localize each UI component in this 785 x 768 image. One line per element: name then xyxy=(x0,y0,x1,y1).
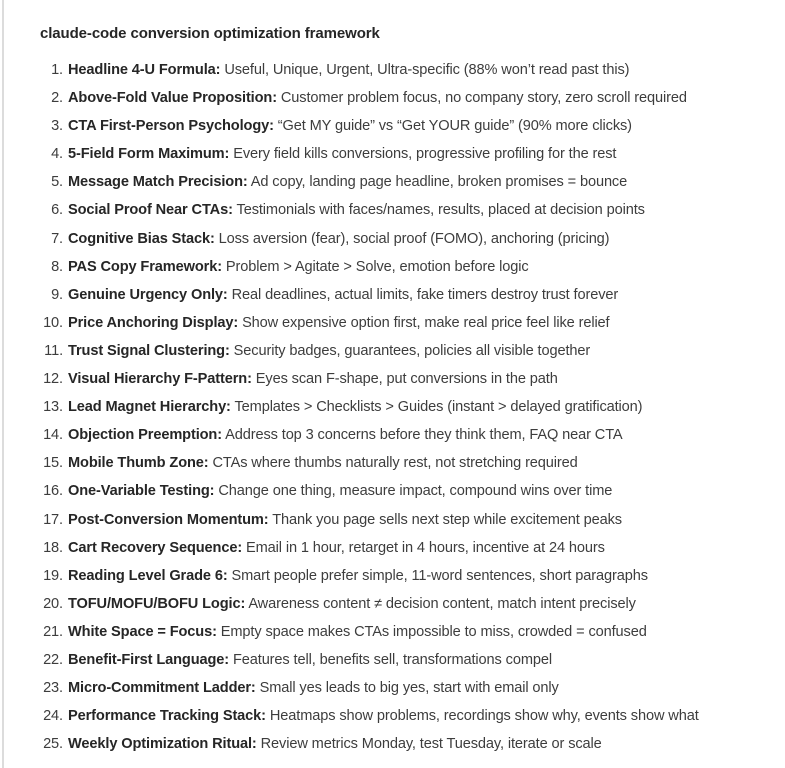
item-label: Visual Hierarchy F-Pattern: xyxy=(68,371,252,388)
item-label: Cognitive Bias Stack: xyxy=(68,230,215,247)
item-desc: Small yes leads to big yes, start with email only xyxy=(259,680,559,697)
framework-list xyxy=(40,56,777,758)
list-item xyxy=(40,506,777,534)
item-desc: Thank you page sells next step while excitement peaks xyxy=(272,511,622,528)
item-label: 5-Field Form Maximum: xyxy=(68,146,230,163)
item-number: 13. xyxy=(43,399,63,416)
item-desc: Email in 1 hour, retarget in 4 hours, incentive at 24 hours xyxy=(246,539,605,556)
item-desc: Change one thing, measure impact, compound wins over time xyxy=(218,483,613,500)
item-desc: Templates > Checklists > Guides (instant > delayed gratification) xyxy=(234,399,643,416)
list-item xyxy=(40,337,777,365)
item-desc: Review metrics Monday, test Tuesday, iterate or scale xyxy=(260,736,602,753)
item-desc: Useful, Unique, Urgent, Ultra-specific (88% won’t read past this) xyxy=(224,62,630,78)
item-number: 2. xyxy=(51,90,63,107)
list-item xyxy=(40,702,777,730)
list-item xyxy=(40,281,777,309)
item-number: 12. xyxy=(43,371,63,388)
item-label: Benefit-First Language: xyxy=(68,651,230,668)
item-desc: Eyes scan F-shape, put conversions in the path xyxy=(255,371,558,388)
item-number: 17. xyxy=(43,511,63,528)
list-item xyxy=(40,534,777,562)
list-item xyxy=(40,253,777,281)
list-item xyxy=(40,196,777,224)
panel-left-edge-divider xyxy=(2,0,4,768)
list-item xyxy=(40,449,777,477)
item-desc: Loss aversion (fear), social proof (FOMO), anchoring (pricing) xyxy=(218,230,610,247)
item-number: 1. xyxy=(51,62,63,78)
item-desc: Problem > Agitate > Solve, emotion before logic xyxy=(225,258,529,275)
list-item xyxy=(40,365,777,393)
item-desc: CTAs where thumbs naturally rest, not stretching required xyxy=(212,455,578,472)
item-label: Objection Preemption: xyxy=(68,427,222,444)
item-number: 18. xyxy=(43,539,63,556)
item-number: 3. xyxy=(51,118,63,135)
item-number: 20. xyxy=(43,595,63,612)
item-desc: Address top 3 concerns before they think them, FAQ near CTA xyxy=(225,427,623,444)
list-item xyxy=(40,140,777,168)
list-item xyxy=(40,225,777,253)
item-desc: Security badges, guarantees, policies all visible together xyxy=(233,342,591,359)
item-label: CTA First-Person Psychology: xyxy=(68,118,274,135)
item-label: Reading Level Grade 6: xyxy=(68,567,228,584)
item-label: Message Match Precision: xyxy=(68,174,248,191)
item-label: Post-Conversion Momentum: xyxy=(68,511,269,528)
item-desc: “Get MY guide” vs “Get YOUR guide” (90% more clicks) xyxy=(277,118,632,135)
item-desc: Heatmaps show problems, recordings show why, events show what xyxy=(269,708,699,725)
item-number: 5. xyxy=(51,174,63,191)
item-desc: Every field kills conversions, progressive profiling for the rest xyxy=(233,146,617,163)
list-item xyxy=(40,730,777,758)
item-number: 24. xyxy=(43,708,63,725)
list-item xyxy=(40,477,777,505)
item-number: 19. xyxy=(43,567,63,584)
item-label: Micro-Commitment Ladder: xyxy=(68,680,256,697)
item-label: PAS Copy Framework: xyxy=(68,258,222,275)
item-label: Genuine Urgency Only: xyxy=(68,286,228,303)
item-number: 11. xyxy=(44,342,63,359)
item-number: 22. xyxy=(43,651,63,668)
item-number: 6. xyxy=(51,202,63,219)
list-item xyxy=(40,309,777,337)
list-item xyxy=(40,84,777,112)
item-number: 25. xyxy=(43,736,63,753)
list-item xyxy=(40,562,777,590)
item-label: Performance Tracking Stack: xyxy=(68,708,266,725)
item-number: 16. xyxy=(43,483,63,500)
item-label: Mobile Thumb Zone: xyxy=(68,455,209,472)
item-desc: Testimonials with faces/names, results, placed at decision points xyxy=(236,202,645,219)
item-number: 9. xyxy=(51,286,63,303)
item-label: White Space = Focus: xyxy=(68,623,217,640)
list-item xyxy=(40,112,777,140)
item-label: Social Proof Near CTAs: xyxy=(68,202,233,219)
list-item xyxy=(40,590,777,618)
item-number: 15. xyxy=(43,455,63,472)
item-label: Cart Recovery Sequence: xyxy=(68,539,243,556)
item-number: 23. xyxy=(43,680,63,697)
item-desc: Ad copy, landing page headline, broken promises = bounce xyxy=(250,174,628,191)
list-item xyxy=(40,421,777,449)
item-label: Price Anchoring Display: xyxy=(68,314,239,331)
item-label: Weekly Optimization Ritual: xyxy=(68,736,257,753)
item-label: Trust Signal Clustering: xyxy=(68,342,230,359)
item-desc: Smart people prefer simple, 11-word sentences, short paragraphs xyxy=(231,567,648,584)
page-title: claude-code conversion optimization framework xyxy=(40,25,380,42)
item-number: 10. xyxy=(43,314,63,331)
item-number: 4. xyxy=(51,146,63,163)
list-item xyxy=(40,646,777,674)
item-desc: Customer problem focus, no company story, zero scroll required xyxy=(280,90,687,107)
item-number: 8. xyxy=(51,258,63,275)
list-item xyxy=(40,56,777,84)
item-desc: Awareness content ≠ decision content, match intent precisely xyxy=(248,595,636,612)
item-desc: Show expensive option first, make real price feel like relief xyxy=(242,314,610,331)
list-item xyxy=(40,674,777,702)
item-number: 7. xyxy=(51,230,63,247)
list-item xyxy=(40,393,777,421)
list-item xyxy=(40,618,777,646)
item-desc: Features tell, benefits sell, transformations compel xyxy=(232,651,552,668)
item-number: 14. xyxy=(43,427,63,444)
list-item xyxy=(40,168,777,196)
item-label: One-Variable Testing: xyxy=(68,483,215,500)
item-desc: Real deadlines, actual limits, fake timers destroy trust forever xyxy=(231,286,619,303)
item-label: Lead Magnet Hierarchy: xyxy=(68,399,231,416)
item-label: Headline 4-U Formula: xyxy=(68,62,221,78)
item-number: 21. xyxy=(43,623,63,640)
item-label: Above-Fold Value Proposition: xyxy=(68,90,277,107)
item-label: TOFU/MOFU/BOFU Logic: xyxy=(68,595,246,612)
item-desc: Empty space makes CTAs impossible to miss, crowded = confused xyxy=(220,623,647,640)
